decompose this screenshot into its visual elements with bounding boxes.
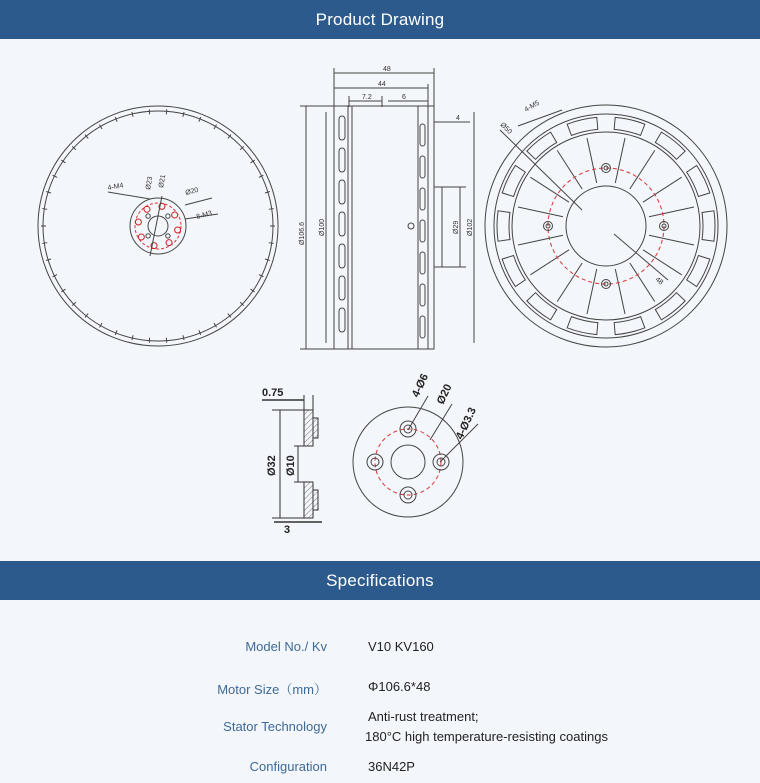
spoke-edge xyxy=(615,269,625,314)
back-rim-slots xyxy=(497,117,715,334)
dim-front-8m3: 8-M3 xyxy=(195,210,213,221)
spec-value-motor-size: Φ106.6*48 xyxy=(368,679,431,694)
side-shaft xyxy=(434,187,442,267)
spoke-edge xyxy=(649,207,694,217)
spoke-edge xyxy=(630,263,655,302)
side-slot xyxy=(339,116,345,140)
m3-hole xyxy=(175,227,181,233)
dim-side-d106-6: Ø106.6 xyxy=(299,222,306,245)
side-slot xyxy=(420,124,425,146)
spoke-edge xyxy=(557,263,582,302)
side-slot xyxy=(420,156,425,178)
dim-front-d21: Ø21 xyxy=(158,174,168,189)
dim-side-7-2: 7.2 xyxy=(362,94,372,101)
dim-adapter-d20: Ø20 xyxy=(434,382,455,407)
dim-back-48: 48 xyxy=(653,276,665,287)
rim-notch xyxy=(265,192,270,193)
rim-notch xyxy=(269,209,274,210)
dim-adapter-d32: Ø32 xyxy=(266,455,278,476)
spoke-edge xyxy=(530,250,569,275)
spec-label-motor-size: Motor Size（mm） xyxy=(217,682,327,697)
m3-hole xyxy=(166,240,172,246)
dim-back-d50: Ø50 xyxy=(498,121,513,136)
specifications-header xyxy=(0,561,760,600)
spoke-edge xyxy=(518,235,563,245)
m4-hole xyxy=(166,214,170,218)
spec-value-configuration: 36N42P xyxy=(368,759,415,774)
product-drawing-title: Product Drawing xyxy=(315,9,445,29)
spoke-edge xyxy=(587,269,597,314)
side-slot xyxy=(420,220,425,242)
side-slot xyxy=(339,180,345,204)
side-view xyxy=(300,68,474,349)
spoke-edge xyxy=(643,177,682,202)
dim-back-4m5: 4-M5 xyxy=(523,99,541,114)
side-slot xyxy=(420,284,425,306)
m4-hole xyxy=(166,234,170,238)
specifications-table xyxy=(0,600,760,783)
side-outline xyxy=(334,106,434,349)
spec-label-model: Model No./ Kv xyxy=(245,639,327,654)
dim-adapter-3: 3 xyxy=(284,524,291,536)
back-outer-rim xyxy=(485,105,727,347)
m4-hole xyxy=(146,214,150,218)
side-slot xyxy=(420,252,425,274)
rim-slot xyxy=(527,132,557,159)
dim-adapter-4d6: 4-Ø6 xyxy=(409,372,432,400)
dim-side-44: 44 xyxy=(378,81,386,88)
rim-notch xyxy=(265,259,270,260)
rim-notch xyxy=(132,112,133,117)
spec-value-stator-line2: 180°C high temperature-resisting coatings xyxy=(365,729,608,744)
dim-side-d29: Ø29 xyxy=(453,220,460,234)
spoke-edge xyxy=(587,138,597,183)
technical-drawing xyxy=(0,39,760,561)
side-slot xyxy=(339,244,345,268)
rim-notch xyxy=(269,243,274,244)
back-hub xyxy=(566,186,646,266)
dim-side-d100: Ø100 xyxy=(319,218,326,236)
rim-slot xyxy=(687,165,710,196)
spec-value-model: V10 KV160 xyxy=(368,639,434,654)
front-outer-rim xyxy=(38,106,278,346)
dim-front-d23: Ø23 xyxy=(145,176,155,191)
spoke-edge xyxy=(557,150,582,189)
spec-label-configuration: Configuration xyxy=(249,759,327,774)
product-drawing xyxy=(0,39,760,561)
m4-hole xyxy=(146,234,150,238)
side-slot xyxy=(339,148,345,172)
spoke-edge xyxy=(518,207,563,217)
side-slot xyxy=(339,212,345,236)
rim-slot xyxy=(527,293,557,320)
adapter-counterbore xyxy=(367,454,383,470)
spoke-edge xyxy=(530,177,569,202)
spec-value-stator-line1: Anti-rust treatment; xyxy=(368,709,479,724)
spec-label-stator: Stator Technology xyxy=(223,719,327,734)
spoke-edge xyxy=(643,250,682,275)
back-mounting-holes xyxy=(544,164,669,289)
rim-slot xyxy=(497,211,510,241)
m3-hole xyxy=(172,212,178,218)
product-drawing-header xyxy=(0,0,760,39)
rim-slot xyxy=(655,132,685,159)
side-slot xyxy=(339,276,345,300)
back-spokes xyxy=(518,138,694,314)
m3-hole xyxy=(144,206,150,212)
rim-notch xyxy=(46,192,51,193)
rim-slot xyxy=(502,165,525,196)
spoke-edge xyxy=(649,235,694,245)
front-rim-notches xyxy=(41,109,275,342)
rim-notch xyxy=(183,112,184,117)
dim-front-4m4: 4-M4 xyxy=(107,182,125,192)
adapter-front xyxy=(353,396,478,517)
dim-side-6: 6 xyxy=(402,94,406,101)
dim-front-d20: Ø20 xyxy=(184,186,200,197)
rim-slot xyxy=(655,293,685,320)
m3-hole xyxy=(135,219,141,225)
back-view xyxy=(485,105,727,347)
rim-slot xyxy=(702,211,715,241)
side-slot xyxy=(339,308,345,332)
spoke-edge xyxy=(630,150,655,189)
m3-hole xyxy=(138,234,144,240)
dim-adapter-0-75: 0.75 xyxy=(262,387,284,399)
side-slot xyxy=(420,316,425,338)
rim-notch xyxy=(46,259,51,260)
rim-notch xyxy=(183,335,184,340)
front-mounting-holes xyxy=(135,203,180,248)
front-view xyxy=(38,106,278,346)
dim-side-4: 4 xyxy=(456,115,460,122)
rim-notch xyxy=(132,335,133,340)
side-slot xyxy=(420,188,425,210)
dim-side-48: 48 xyxy=(383,66,391,73)
rim-slot xyxy=(687,255,710,286)
rim-notch xyxy=(42,209,47,210)
adapter-holes xyxy=(367,421,449,503)
dim-adapter-4d3-3: 4-Ø3.3 xyxy=(453,405,479,442)
front-hub xyxy=(130,198,186,254)
dim-adapter-d10: Ø10 xyxy=(285,455,297,476)
rim-slot xyxy=(502,255,525,286)
adapter-outer xyxy=(353,407,463,517)
specifications-title: Specifications xyxy=(326,570,434,590)
dim-side-d102: Ø102 xyxy=(467,218,474,236)
adapter-center-hole xyxy=(391,445,425,479)
rim-notch xyxy=(42,243,47,244)
spoke-edge xyxy=(615,138,625,183)
